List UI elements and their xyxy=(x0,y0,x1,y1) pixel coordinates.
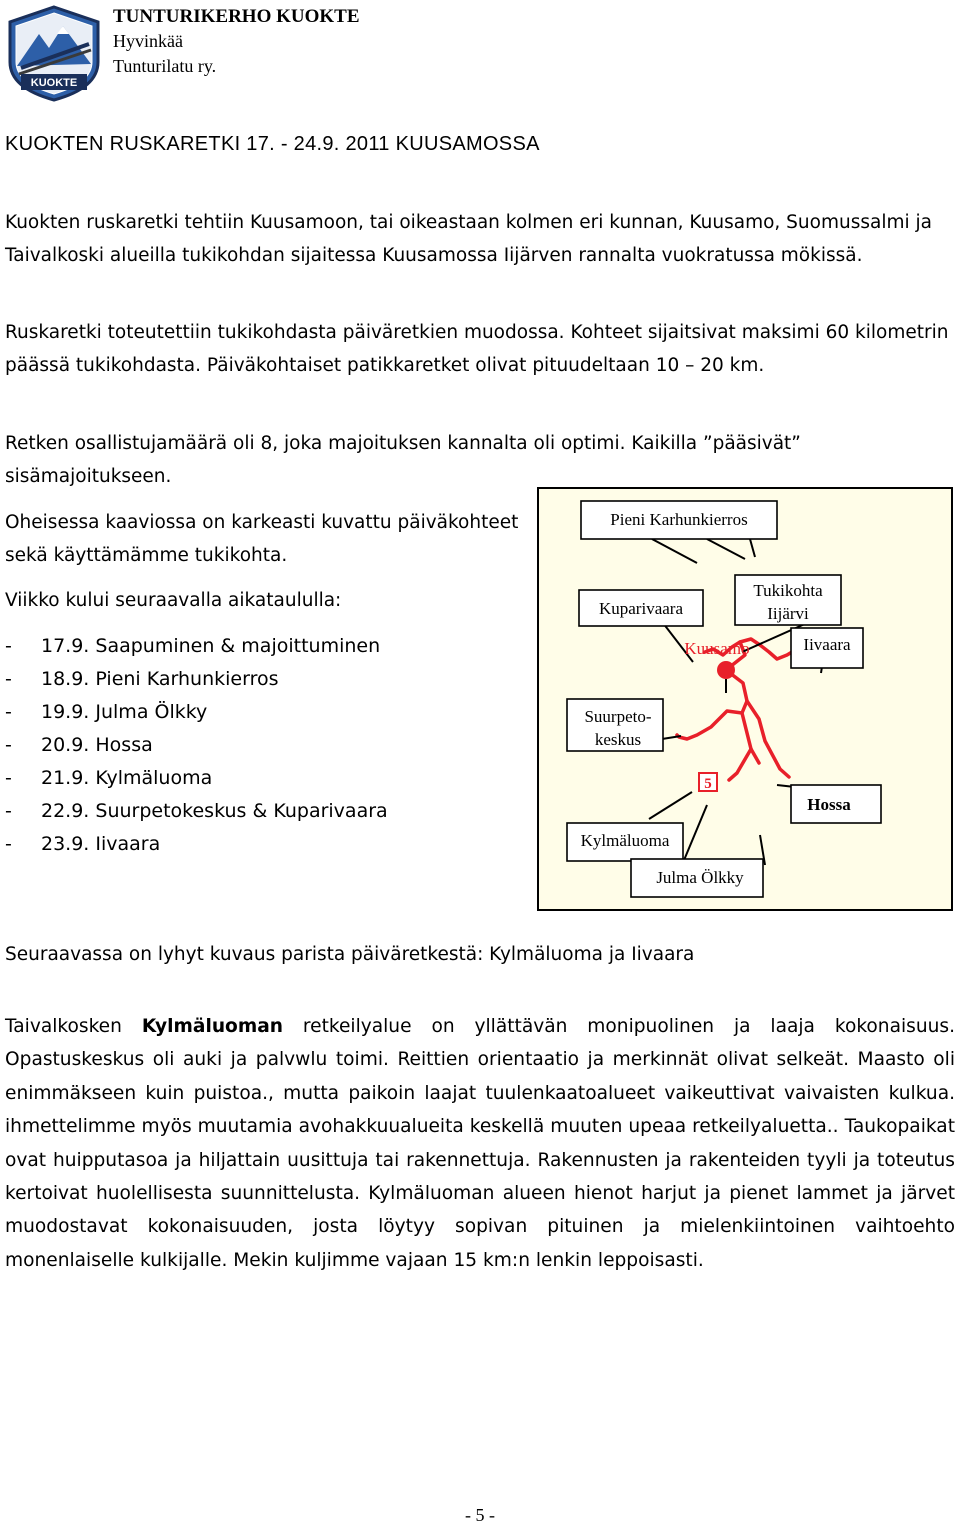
map-label-suurpeto: Suurpeto- xyxy=(584,707,652,726)
map-label-kylmaluoma: Kylmäluoma xyxy=(580,831,670,850)
list-item: - 22.9. Suurpetokeskus & Kuparivaara xyxy=(5,800,388,822)
route-map-diagram xyxy=(537,487,953,911)
list-item: - 23.9. Iivaara xyxy=(5,833,161,855)
list-item: - 18.9. Pieni Karhunkierros xyxy=(5,668,279,690)
list-item: - 17.9. Saapuminen & majoittuminen xyxy=(5,635,381,657)
map-label-julma-olkky: Julma Ölkky xyxy=(656,868,744,887)
map-label-tukikohta: Tukikohta xyxy=(753,581,823,600)
format-paragraph: Ruskaretki toteutettiin tukikohdasta päiväretkien muodossa. Kohteet sijaitsivat maksimi 60 kilometrin päässä tukikohdasta. Päiväkohtaiset patikkaretket olivat pituudeltaan 10 – 20 km. xyxy=(5,322,949,376)
kuokte-logo xyxy=(5,4,103,102)
map-label-pieni-karhunkierros: Pieni Karhunkierros xyxy=(610,510,748,529)
org-block xyxy=(113,4,360,79)
map-label-kuusamo: Kuusamo xyxy=(684,639,750,658)
page-title: KUOKTEN RUSKARETKI 17. - 24.9. 2011 KUUSAMOSSA xyxy=(5,133,540,155)
org-association: Tunturilatu ry. xyxy=(113,56,217,76)
kylmaluoma-bold: Kylmäluoman xyxy=(141,1016,283,1037)
map-label-iivaara: Iivaara xyxy=(803,635,851,654)
org-name: TUNTURIKERHO KUOKTE xyxy=(113,6,360,27)
schedule-heading: Viikko kului seuraavalla aikataululla: xyxy=(5,590,342,611)
page-number: - 5 - xyxy=(465,1505,495,1525)
intro-paragraph: Kuokten ruskaretki tehtiin Kuusamoon, tai oikeastaan kolmen eri kunnan, Kuusamo, Suomussalmi ja Taivalkoski alueilla tukikohdan sijaitessa Kuusamossa Iijärven rannalta vuokratussa mökissä. xyxy=(5,212,932,266)
list-item: - 21.9. Kylmäluoma xyxy=(5,767,213,789)
org-city: Hyvinkää xyxy=(113,31,183,51)
list-item: - 19.9. Julma Ölkky xyxy=(5,701,208,723)
map-label-keskus: keskus xyxy=(594,730,642,749)
participants-paragraph: Retken osallistujamäärä oli 8, joka majoituksen kannalta oli optimi. Kaikilla ”pääsivät” sisämajoitukseen. xyxy=(5,433,801,487)
diagram-note-paragraph: Oheisessa kaaviossa on karkeasti kuvattu päiväkohteet sekä käyttämämme tukikohta. xyxy=(5,512,519,566)
kylmaluoma-paragraph: Taivalkosken Kylmäluoman retkeilyalue on yllättävän monipuolinen ja laaja kokonaisuus. Opastuskeskus oli auki ja palvwlu toimi. Reittien orientaatio ja merkinnät olivat selkeät. Maasto oli enimmäkseen kuin puistoa., mutta paikoin laajat tuulenkaatoalueet vaikeuttivat vaivaisten kulkua. ihmettelimme myös muutamia avohakkuualueita keskellä muuten upeaa retkeilyaluetta.. Taukopaikat ovat huipputasoa ja hiljattain uusittuja tai rakennettuja. Rakennusten ja rakenteiden tyyli ja toteutus kertoivat huolellisesta suunnittelusta. Kylmäluoman alueen hienot harjut ja pienet lammet ja järvet muodostavat kokonaisuuden, josta löytyy sopivan pituinen ja mielenkiintoinen vaihtoehto monenlaiselle kulkijalle. Mekin kuljimme vajaan 15 km:n lenkin leppoisasti. xyxy=(5,1016,955,1271)
logo-text: KUOKTE xyxy=(30,77,78,89)
map-label-kuparivaara: Kuparivaara xyxy=(598,599,684,618)
map-label-iijarvi: Iijärvi xyxy=(767,604,809,623)
road-number: 5 xyxy=(704,776,712,792)
list-item: - 20.9. Hossa xyxy=(5,734,153,756)
next-intro-paragraph: Seuraavassa on lyhyt kuvaus parista päiväretkestä: Kylmäluoma ja Iivaara xyxy=(5,944,695,965)
map-label-hossa: Hossa xyxy=(807,795,851,814)
base-marker xyxy=(717,661,735,679)
schedule-list xyxy=(5,630,388,861)
